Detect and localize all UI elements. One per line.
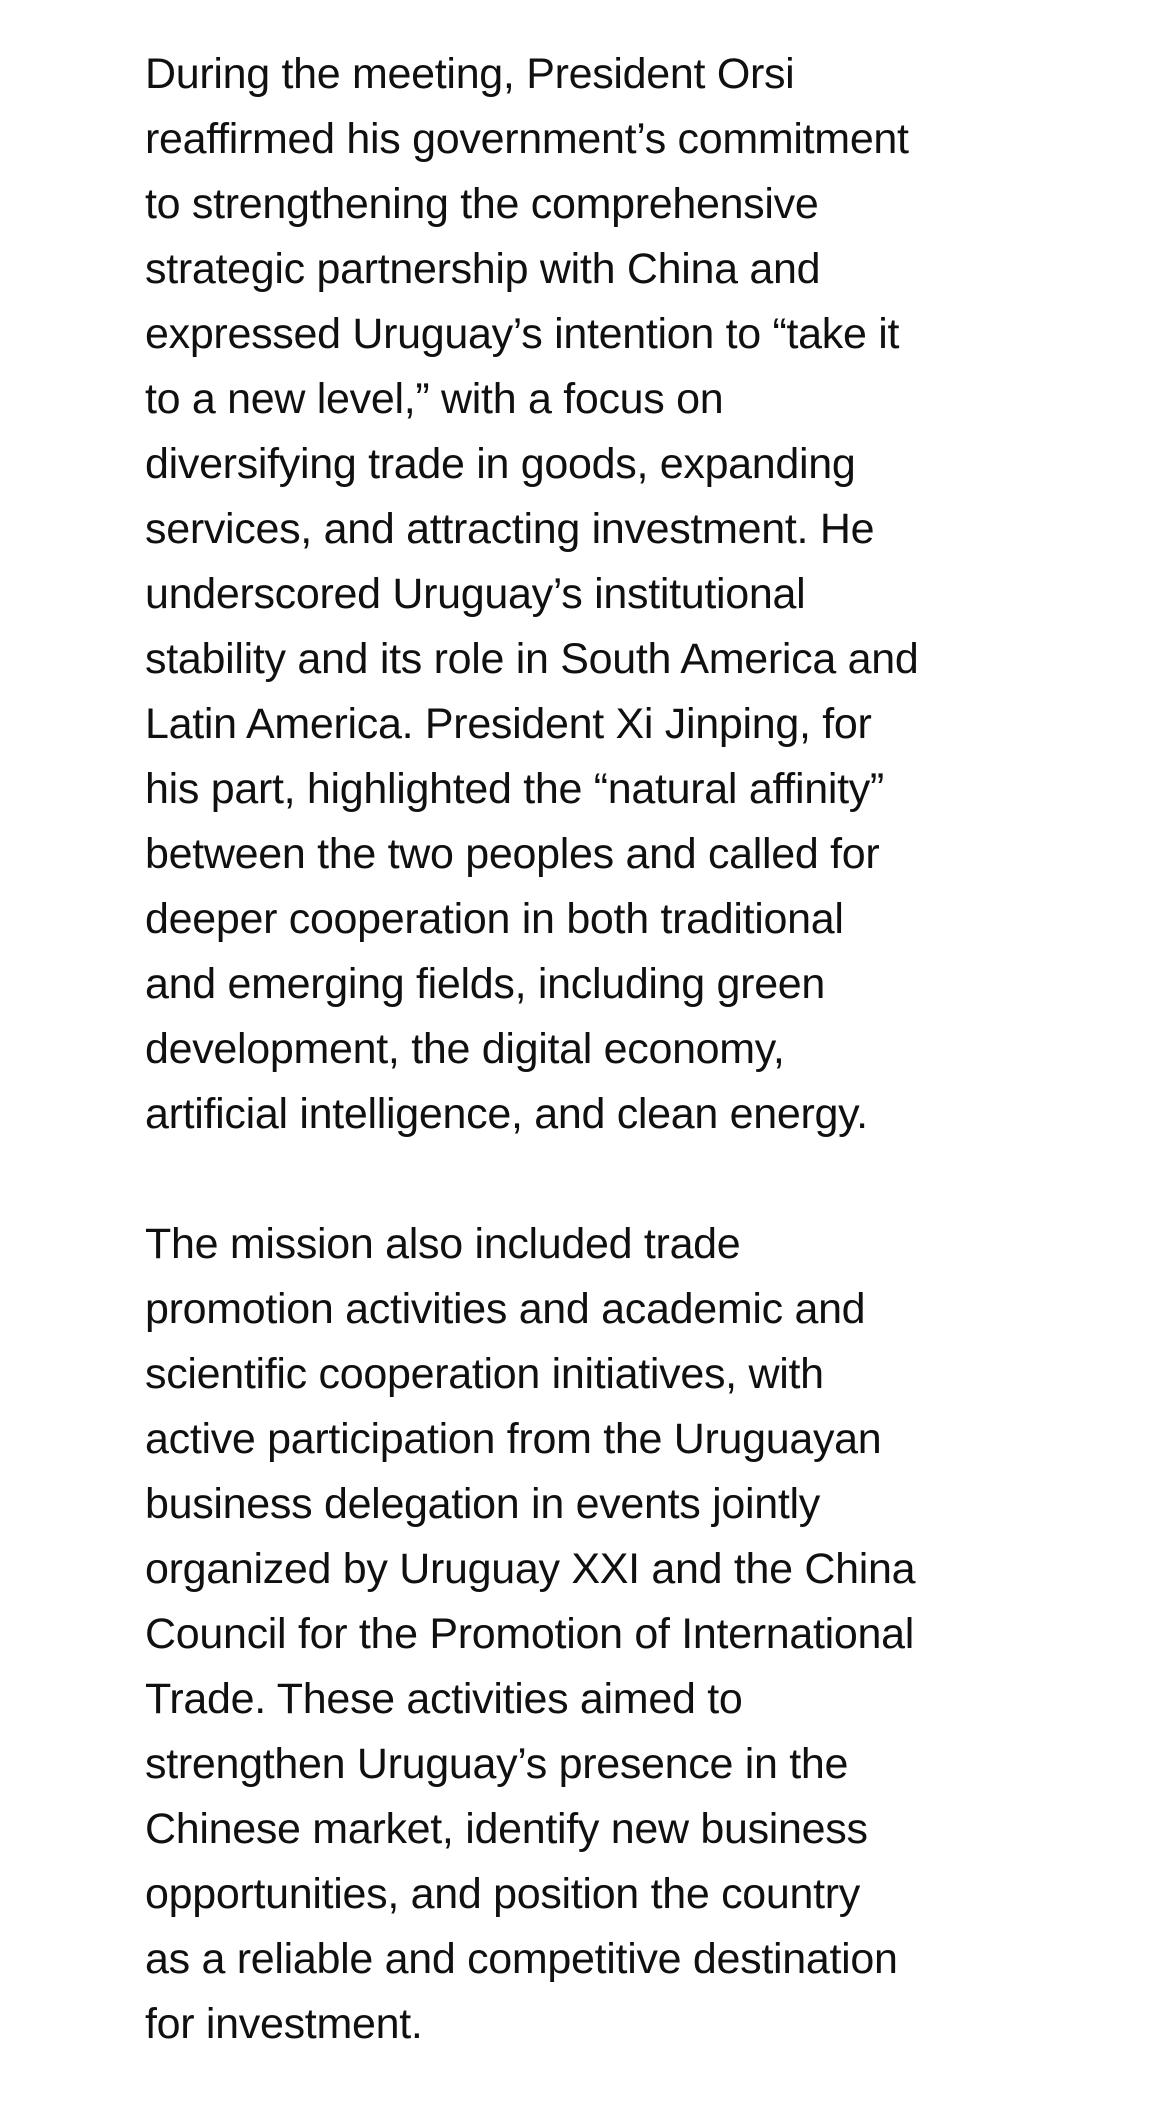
text-line: artificial intelligence, and clean energy. xyxy=(145,1090,868,1138)
text-line: for investment. xyxy=(145,2000,423,2048)
text-line: Chinese market, identify new business xyxy=(145,1805,868,1853)
paragraph xyxy=(145,1212,1060,2057)
text-line: between the two peoples and called for xyxy=(145,830,880,878)
text-line: Trade. These activities aimed to xyxy=(145,1675,743,1723)
text-line: scientific cooperation initiatives, with xyxy=(145,1350,824,1398)
text-line: to a new level,” with a focus on xyxy=(145,375,724,423)
text-line: stability and its role in South America and xyxy=(145,635,919,683)
text-line: underscored Uruguay’s institutional xyxy=(145,570,806,618)
text-line: active participation from the Uruguayan xyxy=(145,1415,882,1463)
text-line: During the meeting, President Orsi xyxy=(145,50,795,98)
text-line: to strengthening the comprehensive xyxy=(145,180,819,228)
text-line: promotion activities and academic and xyxy=(145,1285,866,1333)
text-line: The mission also included trade xyxy=(145,1220,741,1268)
text-line: deeper cooperation in both traditional xyxy=(145,895,844,943)
text-line: expressed Uruguay’s intention to “take it xyxy=(145,310,900,358)
text-line: as a reliable and competitive destination xyxy=(145,1935,898,1983)
text-line: strategic partnership with China and xyxy=(145,245,821,293)
text-line: his part, highlighted the “natural affinity” xyxy=(145,765,884,813)
text-line: diversifying trade in goods, expanding xyxy=(145,440,856,488)
text-line: Latin America. President Xi Jinping, for xyxy=(145,700,872,748)
text-line: reaffirmed his government’s commitment xyxy=(145,115,909,163)
text-line: Council for the Promotion of International xyxy=(145,1610,915,1658)
text-line: development, the digital economy, xyxy=(145,1025,785,1073)
text-line: business delegation in events jointly xyxy=(145,1480,820,1528)
text-line: services, and attracting investment. He xyxy=(145,505,875,553)
text-line: strengthen Uruguay’s presence in the xyxy=(145,1740,849,1788)
text-line: opportunities, and position the country xyxy=(145,1870,860,1918)
text-line: and emerging fields, including green xyxy=(145,960,826,1008)
text-line: organized by Uruguay XXI and the China xyxy=(145,1545,916,1593)
paragraph xyxy=(145,42,1060,1147)
